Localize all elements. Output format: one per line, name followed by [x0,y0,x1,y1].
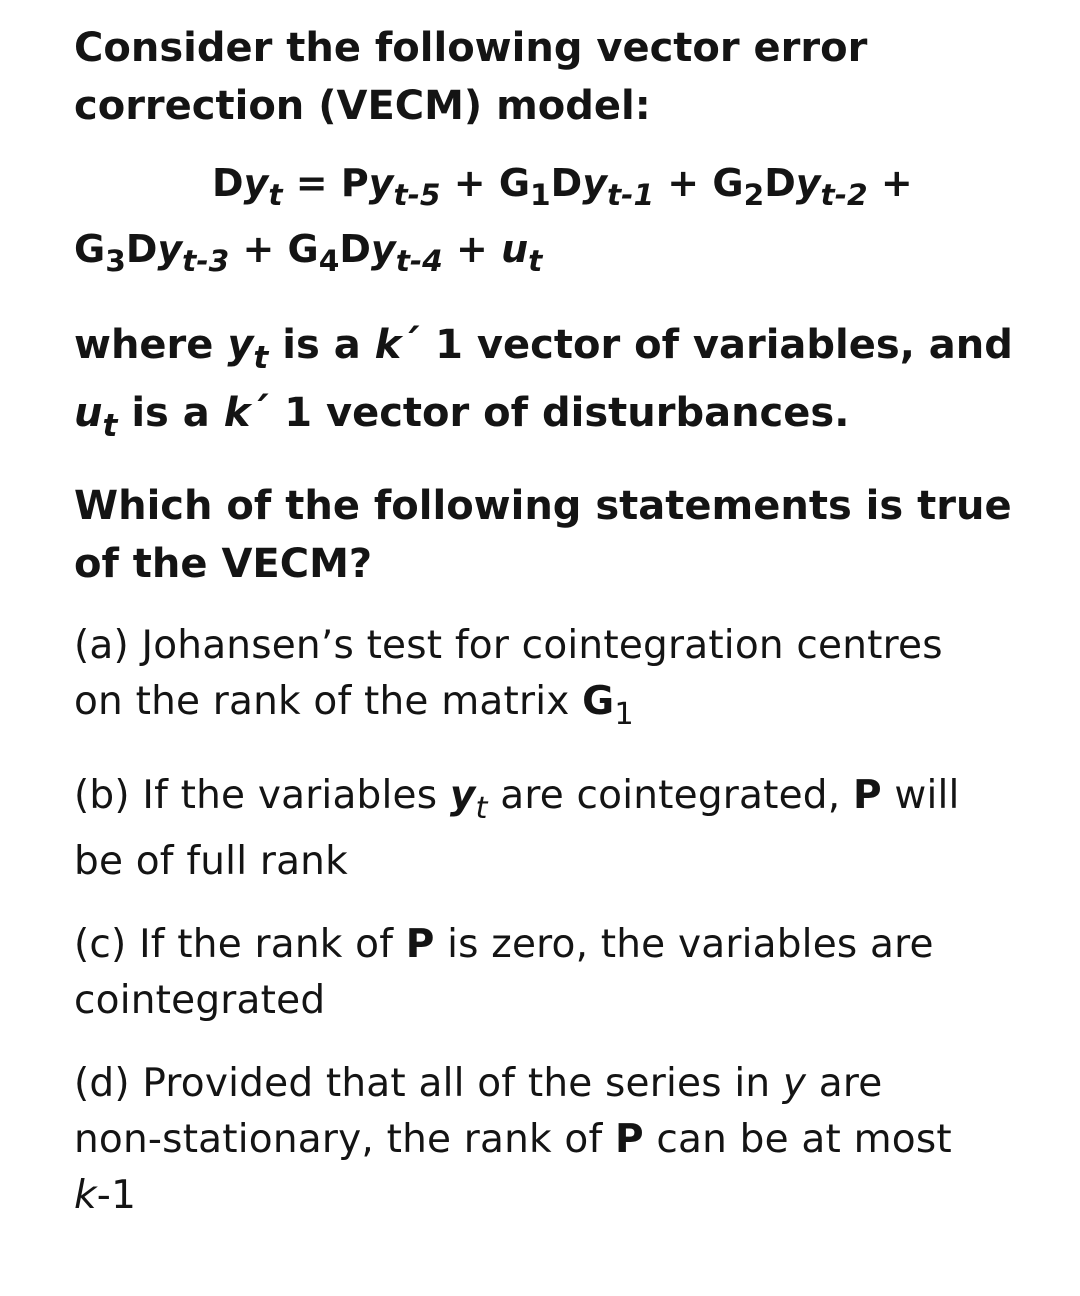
eq-plus: + [440,161,499,205]
var-sub-t: t [253,339,269,376]
var-u: u [74,390,103,436]
eq-G: G [712,161,744,205]
option-d-text-pre: (d) Provided that all of the series in [74,1061,783,1106]
eq-plus: + [654,161,713,205]
intro-line-2: correction (VECM) model: [74,83,651,129]
times-symbol: ´ [401,322,422,368]
eq-sub-1: 1 [530,177,551,213]
matrix-G-sub-1: 1 [614,696,634,732]
eq-y: y [795,161,821,205]
option-d-line-2 [74,1117,952,1162]
option-c-line-2: cointegrated [74,978,326,1023]
eq-equals: = [282,161,341,205]
where-line-1 [74,322,1013,376]
var-sub-t: t [475,790,488,826]
var-y: y [449,773,476,818]
eq-G: G [498,161,531,205]
eq-G: G [74,227,106,271]
var-k: k [223,390,251,436]
option-c-text-pre: (c) If the rank of [74,922,406,967]
option-d-line-1 [74,1061,883,1106]
option-a-line-2 [74,679,634,732]
eq-sub-t: t [528,243,543,279]
eq-sub-t1: t-1 [607,177,655,213]
eq-D: D [212,161,244,205]
option-a-text: on the rank of the matrix [74,679,583,724]
eq-y: y [582,161,607,205]
option-c-text-end: is zero, the variables are [434,922,934,967]
var-k: k [74,1173,97,1218]
where-line-2 [74,390,850,444]
var-y: y [227,322,254,368]
matrix-P: P [615,1117,644,1162]
equation-line-1 [212,161,913,213]
eq-y: y [243,161,269,205]
var-y: y [782,1061,807,1106]
eq-plus: + [867,161,913,205]
eq-D: D [550,161,583,205]
equation-line-2 [74,227,543,279]
vector-vars-text: 1 vector of variables, and [421,322,1013,368]
vector-dist-text: 1 vector of disturbances. [270,390,850,436]
option-d-minus-1: -1 [96,1173,137,1218]
option-b-text-pre: (b) If the variables [74,773,450,818]
eq-plus: + [229,227,288,271]
intro-line-1: Consider the following vector error [74,25,868,71]
option-b-line-2: be of full rank [74,839,348,884]
option-b-line-1 [74,773,960,826]
option-c-line-1 [74,922,934,967]
eq-P: P [340,161,369,205]
option-d-line-3 [74,1173,137,1218]
matrix-P: P [405,922,435,967]
eq-plus: + [442,227,502,271]
where-is-a: is a [117,390,224,436]
where-is-a: is a [268,322,375,368]
eq-sub-4: 4 [318,243,340,279]
eq-G: G [287,227,319,271]
option-a-line-1: (a) Johansen’s test for cointegration centres [74,623,943,668]
var-k: k [374,322,402,368]
question-line-2: of the VECM? [74,541,373,587]
eq-D: D [125,227,158,271]
eq-y: y [157,227,183,271]
option-d-text-pre-2: non-stationary, the rank of [74,1117,616,1162]
eq-sub-2: 2 [743,177,765,213]
option-d-text-end-2: can be at most [643,1117,952,1162]
eq-sub-t4: t-4 [395,243,443,279]
eq-D: D [339,227,371,271]
eq-sub-t3: t-3 [182,243,230,279]
eq-sub-t2: t-2 [820,177,868,213]
var-sub-t: t [102,407,118,444]
question-line-1: Which of the following statements is true [74,483,1012,529]
eq-u: u [501,227,529,271]
eq-sub-t5: t-5 [393,177,441,213]
option-b-text-end: will [881,773,960,818]
eq-y: y [370,227,396,271]
matrix-G: G [582,679,615,724]
eq-y: y [368,161,394,205]
eq-sub-t: t [268,177,283,213]
times-symbol: ´ [250,390,271,436]
eq-D: D [764,161,796,205]
matrix-P: P [852,773,882,818]
option-b-text-mid: are cointegrated, [487,773,853,818]
where-word: where [74,322,228,368]
eq-sub-3: 3 [105,243,126,279]
option-d-text-end: are [806,1061,883,1106]
